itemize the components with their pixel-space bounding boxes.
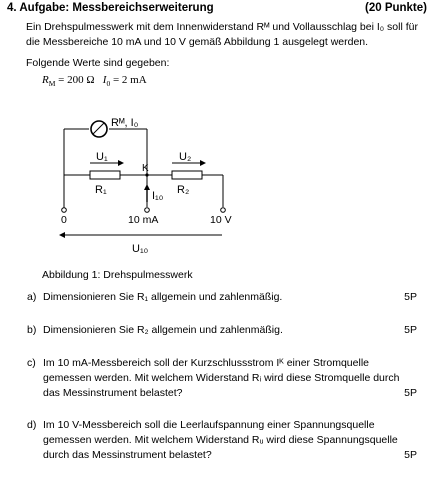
- u10-label: U₁₀: [132, 243, 149, 255]
- intro-text: Ein Drehspulmesswerk mit dem Innenwiderstand Rᴹ und Vollausschlag bei I₀ soll für die Messbereiche 10 mA und 10 V gemäß Abbildung 1 ausgelegt werden.: [26, 21, 418, 48]
- node-k-label: K: [142, 163, 149, 174]
- u2-label: U₂: [179, 151, 192, 163]
- rm-sub: M: [48, 79, 56, 89]
- terminal-10ma: [145, 208, 150, 213]
- terminal-10ma-label: 10 mA: [128, 214, 159, 226]
- u10-arrowhead: [59, 232, 65, 238]
- meter-icon: [91, 121, 107, 137]
- r2-resistor: [172, 171, 202, 179]
- rm-symbol: R: [42, 74, 49, 86]
- r1-label: R₁: [95, 184, 107, 196]
- terminal-10v-label: 10 V: [210, 214, 232, 226]
- figure-caption: Abbildung 1: Drehspulmesswerk: [42, 269, 193, 281]
- r2-label: R₂: [177, 184, 190, 196]
- given-heading: Folgende Werte sind gegeben:: [26, 57, 170, 69]
- task-title: 4. Aufgabe: Messbereichserweiterung: [7, 2, 214, 14]
- u1-label: U₁: [96, 151, 108, 163]
- i0-value: = 2 mA: [110, 74, 147, 86]
- task-d-text: Im 10 V-Messbereich soll die Leerlaufspannung einer Spannungsquelle gemessen werden. Mit welchem Widerstand Rᵤ wird diese Spannungsquelle durch das Messinstrument belastet?: [43, 419, 398, 461]
- i0-sub: 0: [106, 79, 111, 89]
- i10-arrowhead: [144, 184, 150, 190]
- task-c-points: 5P: [404, 387, 417, 399]
- task-a-label: a): [27, 291, 37, 303]
- i0-symbol: I: [102, 74, 107, 86]
- meter-needle: [93, 123, 104, 134]
- u1-arrowhead: [118, 160, 124, 166]
- rm-value: = 200 Ω: [55, 74, 95, 86]
- task-c-label: c): [27, 357, 36, 369]
- task-b-points: 5P: [404, 324, 417, 336]
- task-a-points: 5P: [404, 291, 417, 303]
- meter-label: Rᴹ, I₀: [111, 117, 139, 129]
- task-a-text: Dimensionieren Sie R₁ allgemein und zahlenmäßig.: [43, 291, 283, 303]
- task-c-text: Im 10 mA-Messbereich soll der Kurzschlussstrom Iᴷ einer Stromquelle gemessen werden. Mit welchem Widerstand Rᵢ wird diese Stromquelle durch das Messinstrument belastet?: [43, 357, 400, 399]
- terminal-0: [62, 208, 67, 213]
- task-d-points: 5P: [404, 449, 417, 461]
- terminal-10v: [221, 208, 226, 213]
- task-b-text: Dimensionieren Sie R₂ allgemein und zahlenmäßig.: [43, 324, 283, 336]
- i10-label: I₁₀: [152, 190, 164, 202]
- r1-resistor: [90, 171, 120, 179]
- u2-arrowhead: [200, 160, 206, 166]
- task-b-label: b): [27, 324, 37, 336]
- terminal-0-label: 0: [61, 214, 67, 226]
- task-points: (20 Punkte): [365, 2, 427, 14]
- task-d-label: d): [27, 419, 37, 431]
